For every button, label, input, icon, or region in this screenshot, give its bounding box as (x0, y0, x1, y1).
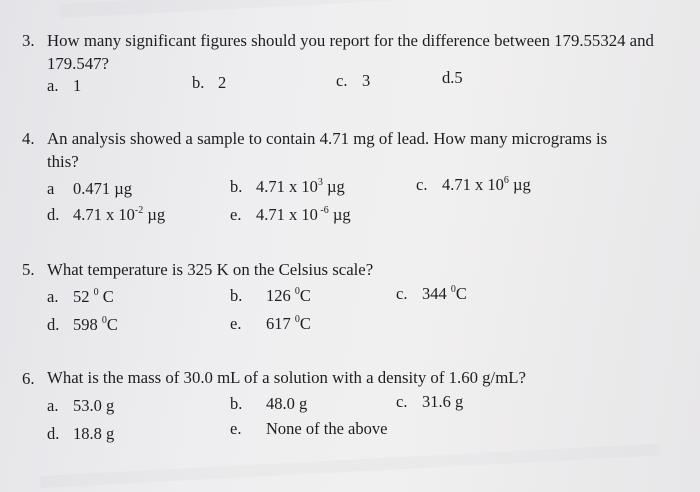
question-4-option-b (230, 179, 345, 196)
degree-mark: 0 (101, 315, 107, 326)
question-4-option-c (416, 177, 531, 194)
bleed-through-shade (60, 0, 620, 18)
option-exponent: -2 (134, 205, 144, 216)
option-label: a (47, 179, 55, 198)
option-exponent: 3 (317, 177, 323, 188)
option-label: c. (396, 284, 408, 303)
option-unit: µg (322, 177, 345, 196)
question-4-option-d (47, 207, 165, 224)
question-6-option-e (230, 421, 387, 438)
option-unit: µg (328, 205, 351, 224)
option-text: 4.71 x 10 (73, 205, 135, 224)
option-label: d. (47, 424, 60, 443)
question-3-option-b (192, 75, 226, 92)
question-4-option-e (230, 207, 351, 224)
degree-mark: 0 (294, 286, 300, 297)
option-label: d. (47, 205, 60, 224)
question-3-text: How many significant figures should you report for the difference between 179.55324 and (47, 31, 654, 50)
option-label: b. (230, 286, 243, 305)
question-3-option-d (442, 70, 463, 87)
option-unit: C (299, 286, 311, 305)
question-6-option-c (396, 394, 463, 411)
option-text: 31.6 g (422, 392, 464, 411)
option-text: 3 (362, 71, 371, 90)
option-exponent: -6 (317, 205, 329, 216)
option-text: 4.71 x 10 (442, 175, 504, 194)
question-5-option-c (396, 286, 467, 303)
question-5-number: 5. (22, 260, 35, 279)
option-label: e. (230, 314, 242, 333)
option-label: d. (47, 315, 60, 334)
option-text: 52 (73, 287, 94, 306)
option-text: 53.0 g (73, 396, 115, 415)
option-unit: µg (508, 175, 531, 194)
option-label: c. (336, 71, 348, 90)
question-3-number: 3. (22, 31, 35, 50)
question-3-text-cont: 179.547? (47, 54, 109, 73)
bleed-through-shade (40, 444, 660, 488)
option-text: 5 (454, 68, 463, 87)
option-label: b. (230, 177, 243, 196)
option-unit: C (455, 284, 467, 303)
option-text: 1 (73, 76, 82, 95)
option-label: a. (47, 76, 59, 95)
option-unit: C (98, 287, 114, 306)
option-unit: C (299, 314, 311, 333)
option-exponent: 6 (503, 175, 509, 186)
degree-mark: 0 (93, 287, 99, 298)
question-3-option-c (336, 73, 370, 90)
option-text: 0.471 µg (73, 179, 133, 198)
question-5-text: What temperature is 325 K on the Celsius scale? (47, 260, 374, 279)
option-label: b. (230, 394, 243, 413)
option-text: 18.8 g (73, 424, 115, 443)
option-text: 2 (218, 73, 227, 92)
option-text: 4.71 x 10 (256, 177, 318, 196)
option-text: 48.0 g (266, 394, 308, 413)
question-5-option-a (47, 289, 114, 306)
question-6-option-a (47, 398, 114, 415)
option-text: 126 (266, 286, 295, 305)
question-6-option-b (230, 396, 307, 413)
option-text: 344 (422, 284, 451, 303)
question-4-number: 4. (22, 129, 35, 148)
question-4-text: An analysis showed a sample to contain 4.71 mg of lead. How many micrograms is (47, 129, 608, 148)
option-label: b. (192, 73, 205, 92)
question-3-option-a (47, 78, 81, 95)
option-text: 598 (73, 315, 102, 334)
option-text: None of the above (266, 419, 388, 438)
degree-mark: 0 (450, 284, 456, 295)
degree-mark: 0 (294, 314, 300, 325)
option-text: 617 (266, 314, 295, 333)
option-unit: C (106, 315, 118, 334)
question-5-option-b (230, 288, 311, 305)
option-label: a. (47, 287, 59, 306)
option-label: d. (442, 68, 455, 87)
option-label: e. (230, 419, 242, 438)
option-text: 4.71 x 10 (256, 205, 318, 224)
question-4-text-cont: this? (47, 152, 79, 171)
question-5-option-e (230, 316, 311, 333)
option-label: c. (416, 175, 428, 194)
option-label: c. (396, 392, 408, 411)
question-6-text: What is the mass of 30.0 mL of a solution with a density of 1.60 g/mL? (47, 368, 526, 387)
question-6-option-d (47, 426, 114, 443)
option-label: e. (230, 205, 242, 224)
option-label: a. (47, 396, 59, 415)
question-5-option-d (47, 317, 118, 334)
question-6-number: 6. (22, 369, 35, 388)
question-4-option-a (47, 181, 132, 198)
option-unit: µg (143, 205, 166, 224)
